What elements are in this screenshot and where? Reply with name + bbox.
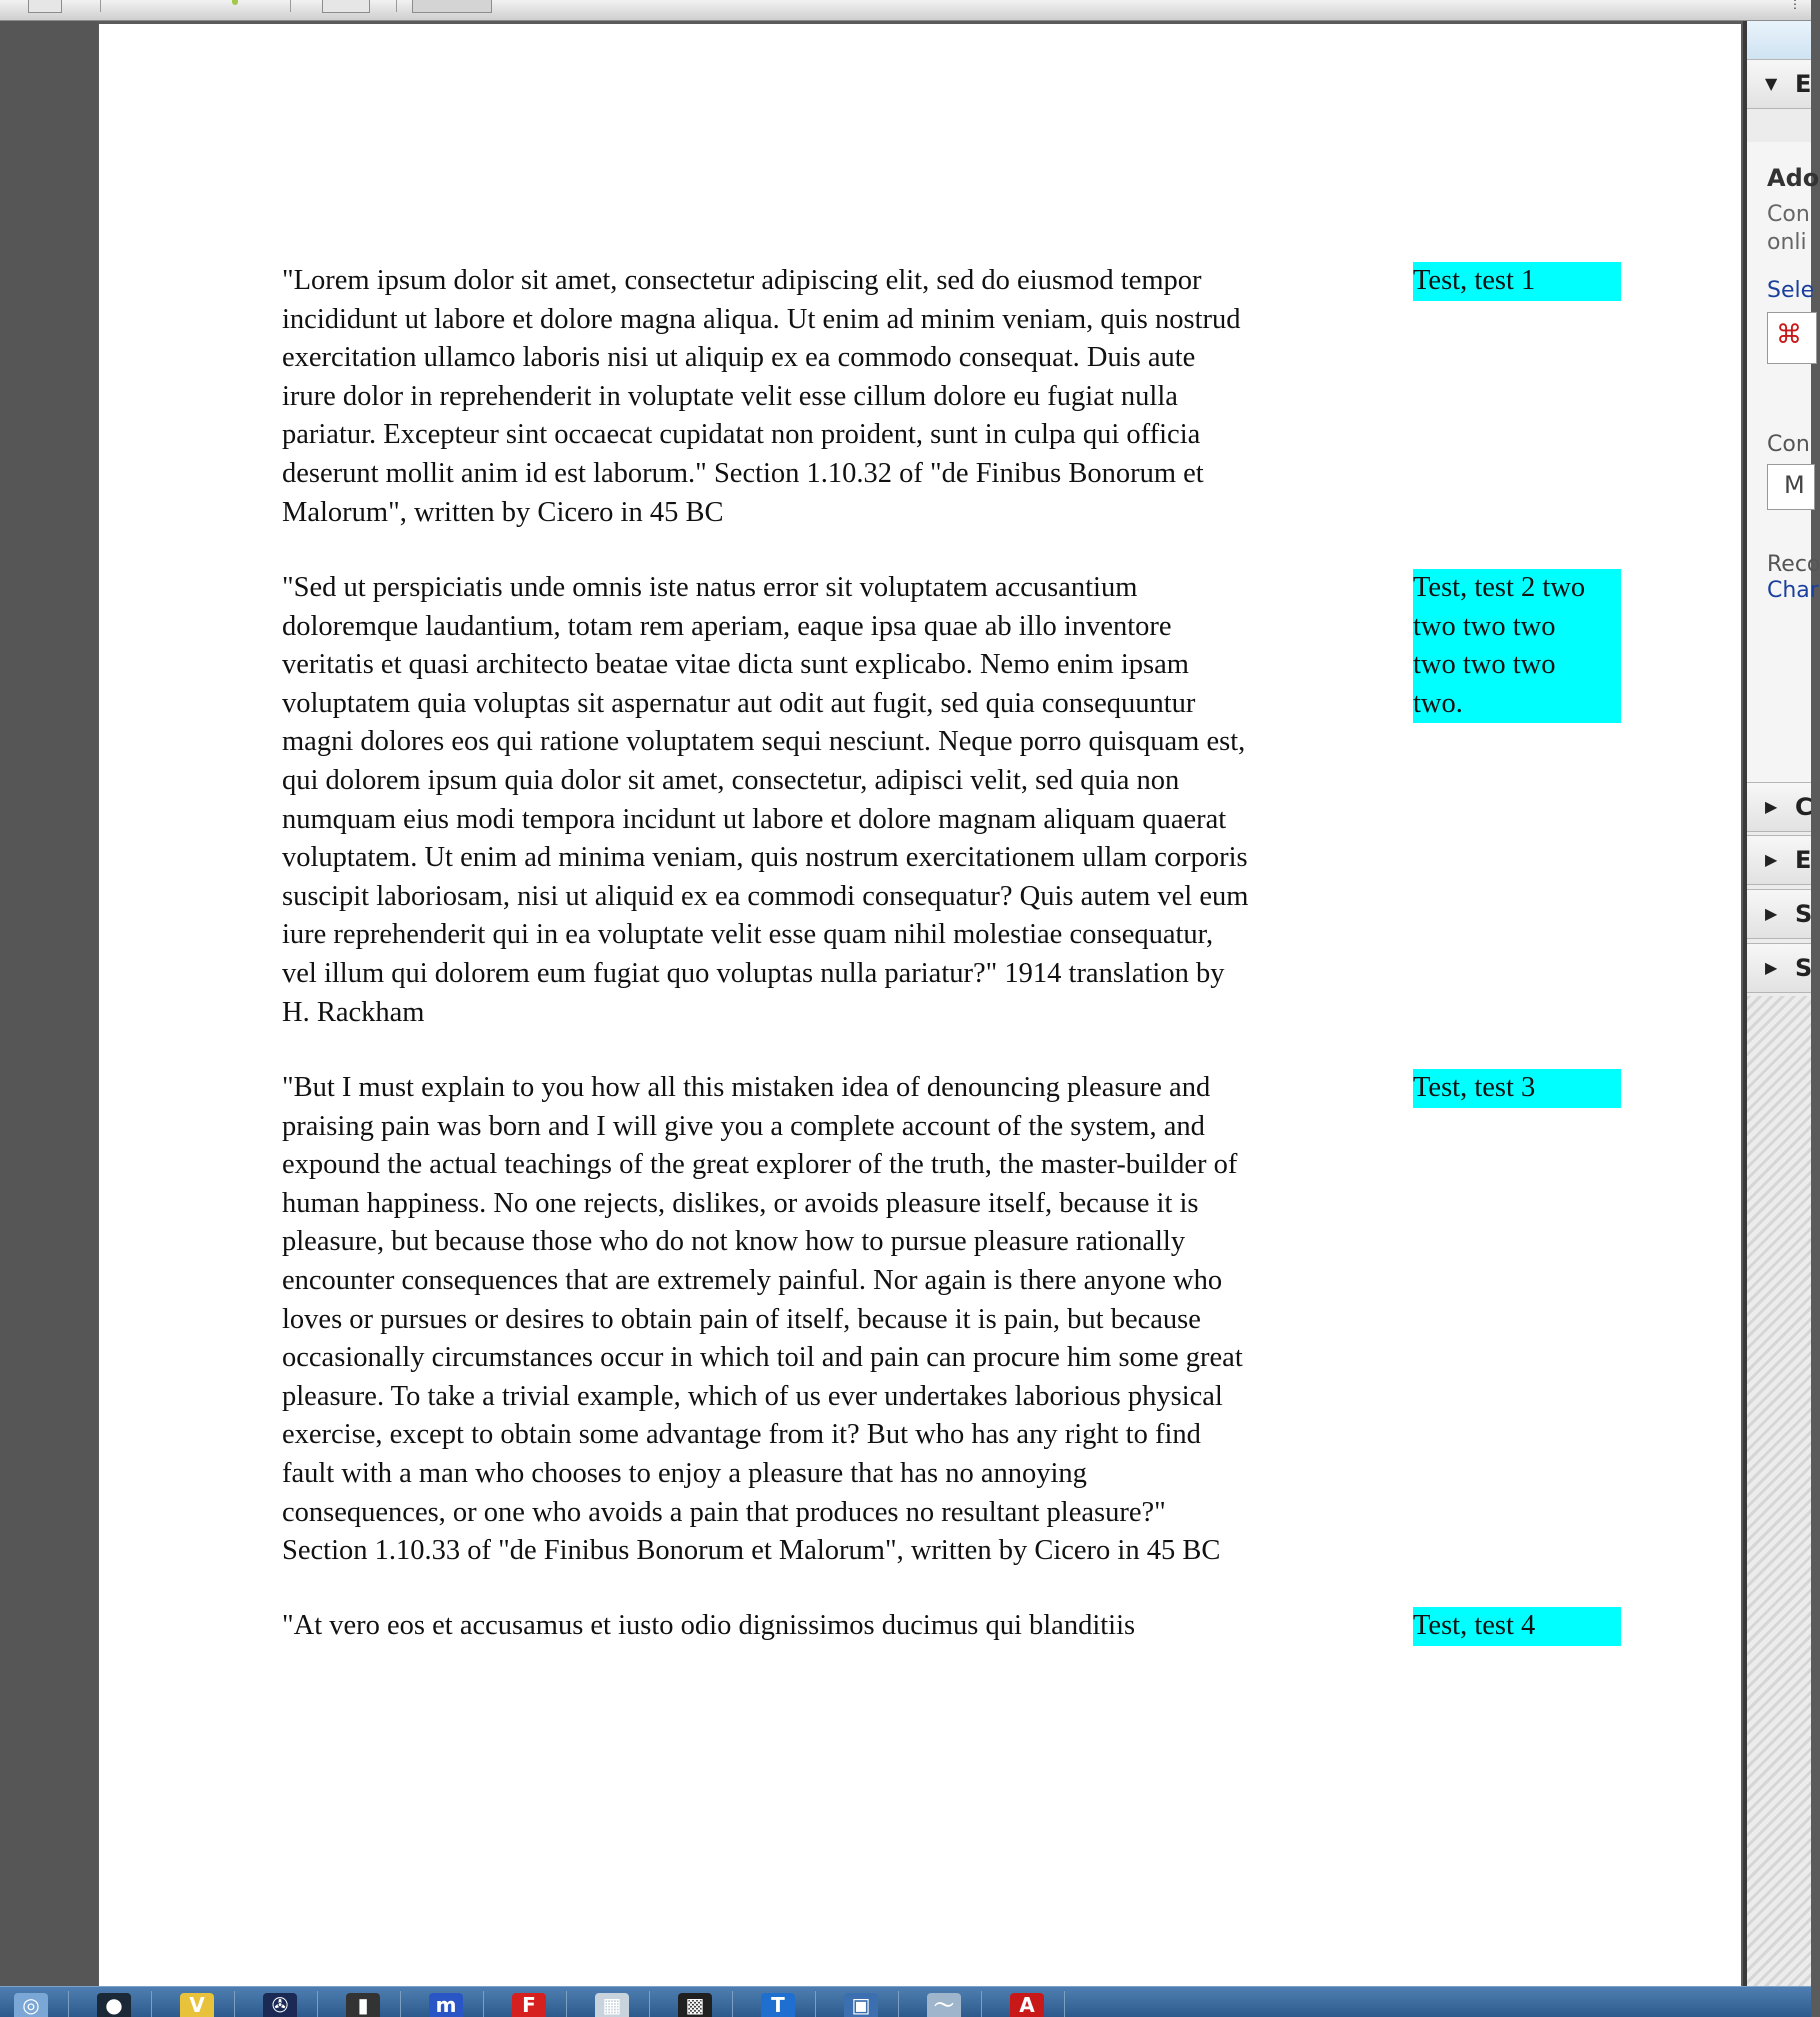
top-toolbar — [0, 0, 1811, 21]
paragraph-line: pleasure. To take a trivial example, which of us ever undertakes laborious physical — [282, 1380, 1223, 1412]
taskbar-divider — [649, 1991, 650, 2017]
expand-arrow-icon: ▶ — [1765, 850, 1778, 869]
comment-note-1[interactable] — [1413, 262, 1621, 301]
note-line: Test, test 2 two — [1413, 572, 1586, 603]
taskbar — [0, 1986, 1811, 2017]
paragraph-line: magni dolores eos qui ratione voluptatem sequi nesciunt. Neque porro quisquam est, — [282, 726, 1246, 758]
comment-note-4[interactable] — [1413, 1607, 1621, 1646]
taskbar-item[interactable] — [338, 1989, 388, 2017]
pane-description-line-1: Con — [1767, 202, 1810, 227]
film-reel-icon: ✇ — [263, 1993, 297, 2017]
more-options-icon[interactable]: ⋮ — [1789, 0, 1801, 11]
paragraph-line: "At vero eos et accusamus et iusto odio dignissimos ducimus qui blanditiis — [282, 1610, 1136, 1641]
taskbar-divider — [566, 1991, 567, 2017]
calculator-icon: ▦ — [595, 1993, 629, 2017]
note-line: Test, test 4 — [1413, 1610, 1536, 1641]
taskbar-item[interactable] — [421, 1989, 471, 2017]
paragraph-line: "Sed ut perspiciatis unde omnis iste natus error sit voluptatem accusantium — [282, 572, 1138, 603]
media-icon: m — [429, 1993, 463, 2017]
monitor-icon: ▣ — [844, 1993, 878, 2017]
toolbar-separator — [396, 0, 397, 12]
paragraph-3 — [282, 1069, 1382, 1571]
paragraph-line: deserunt mollit anim id est laborum." Section 1.10.32 of "de Finibus Bonorum et — [282, 457, 1204, 489]
paragraph-line: occasionally circumstances occur in which toil and pain can procure him some great — [282, 1342, 1243, 1374]
collapse-arrow-icon: ▼ — [1765, 74, 1778, 93]
video-icon: ▮ — [346, 1993, 380, 2017]
vim-icon: V — [180, 1993, 214, 2017]
taskbar-divider — [151, 1991, 152, 2017]
paragraph-line: H. Rackham — [282, 996, 425, 1028]
note-line: Test, test 1 — [1413, 265, 1536, 296]
paragraph-line: fault with a man who chooses to enjoy a pleasure that has no annoying — [282, 1457, 1087, 1489]
pane-section-3[interactable] — [1747, 889, 1811, 939]
taskbar-item[interactable] — [670, 1989, 720, 2017]
paragraph-line: irure dolor in reprehenderit in voluptate velit esse cillum dolore eu fugiat nulla — [282, 380, 1178, 412]
paragraph-line: exercise, except to obtain some advantage from it? But who has any right to find — [282, 1419, 1201, 1451]
paragraph-line: veritatis et quasi architecto beatae vitae dicta sunt explicabo. Nemo enim ipsam — [282, 649, 1189, 681]
taskbar-item[interactable] — [919, 1989, 969, 2017]
taskbar-item[interactable] — [587, 1989, 637, 2017]
comment-note-3[interactable] — [1413, 1069, 1621, 1108]
paragraph-line: suscipit laboriosam, nisi ut aliquid ex ea commodi consequatur? Quis autem vel eum — [282, 880, 1249, 912]
pane-section-2[interactable] — [1747, 835, 1811, 885]
pdf-file-icon[interactable] — [1767, 312, 1817, 364]
toolbar-button-3[interactable] — [412, 0, 492, 13]
paragraph-line: incididunt ut labore et dolore magna aliqua. Ut enim ad minim veniam, quis nostrud — [282, 303, 1241, 335]
paragraph-line: Section 1.10.33 of "de Finibus Bonorum et Malorum", written by Cicero in 45 BC — [282, 1535, 1221, 1567]
paragraph-line: qui dolorem ipsum quia dolor sit amet, consectetur, adipisci velit, sed quia non — [282, 764, 1180, 796]
note-line: two two two — [1413, 610, 1556, 642]
performance-icon: 〜 — [927, 1993, 961, 2017]
grid-icon: ▩ — [678, 1993, 712, 2017]
taskbar-divider — [400, 1991, 401, 2017]
taskbar-divider — [317, 1991, 318, 2017]
taskbar-item[interactable] — [89, 1989, 139, 2017]
convert-label: Con — [1767, 432, 1810, 457]
recognize-label: Reco — [1767, 552, 1820, 577]
paragraph-line: expound the actual teachings of the great explorer of the truth, the master-builder of — [282, 1149, 1238, 1181]
select-file-link[interactable]: Sele — [1767, 278, 1815, 303]
taskbar-divider — [815, 1991, 816, 2017]
taskbar-item[interactable] — [836, 1989, 886, 2017]
text-icon: T — [761, 1993, 795, 2017]
paragraph-line: doloremque laudantium, totam rem aperiam, eaque ipsa quae ab illo inventore — [282, 610, 1172, 642]
pane-section-4[interactable] — [1747, 943, 1811, 993]
toolbar-button-1[interactable] — [28, 0, 62, 13]
paragraph-line: vel illum qui dolorem eum fugiat quo voluptas nulla pariatur?" 1914 translation by — [282, 957, 1225, 989]
pane-title: Ado — [1767, 164, 1820, 192]
taskbar-item[interactable] — [255, 1989, 305, 2017]
taskbar-divider — [981, 1991, 982, 2017]
paragraph-line: encounter consequences that are extremely painful. Nor again is there anyone who — [282, 1264, 1223, 1296]
taskbar-item[interactable] — [6, 1989, 56, 2017]
paragraph-line: "But I must explain to you how all this mistaken idea of denouncing pleasure and — [282, 1072, 1211, 1103]
pane-section-export[interactable] — [1747, 59, 1811, 109]
taskbar-divider — [68, 1991, 69, 2017]
paragraph-4 — [282, 1607, 1382, 1646]
safari-icon: ◎ — [14, 1993, 48, 2017]
comment-note-2[interactable] — [1413, 569, 1621, 723]
pane-section-label: S — [1795, 954, 1813, 982]
paragraph-line: pleasure, but because those who do not know how to pursue pleasure rationally — [282, 1226, 1186, 1258]
pane-body — [1747, 142, 1820, 782]
tools-pane — [1743, 21, 1820, 1986]
pane-section-label: E — [1795, 70, 1812, 98]
pane-section-label: E — [1795, 846, 1812, 874]
taskbar-item[interactable] — [1002, 1989, 1052, 2017]
paragraph-line: exercitation ullamco laboris nisi ut aliquip ex ea commodo consequat. Duis aute — [282, 342, 1196, 374]
foxit-icon: F — [512, 1993, 546, 2017]
paragraph-line: Malorum", written by Cicero in 45 BC — [282, 496, 724, 528]
viewer-background — [0, 21, 98, 1986]
language-select[interactable]: M — [1767, 464, 1815, 510]
paragraph-line: voluptatem quia voluptas sit aspernatur aut odit aut fugit, sed quia consequuntur — [282, 687, 1196, 719]
acrobat-icon: A — [1010, 1993, 1044, 2017]
note-line: two. — [1413, 687, 1463, 719]
paragraph-line: voluptatem. Ut enim ad minima veniam, quis nostrum exercitationem ullam corporis — [282, 842, 1248, 874]
paragraph-line: "Lorem ipsum dolor sit amet, consectetur adipiscing elit, sed do eiusmod tempor — [282, 265, 1202, 296]
pane-header — [1747, 21, 1811, 60]
taskbar-divider — [898, 1991, 899, 2017]
paragraph-line: human happiness. No one rejects, dislikes, or avoids pleasure itself, because it is — [282, 1187, 1199, 1219]
toolbar-separator — [100, 0, 101, 12]
paragraph-line: numquam eius modi tempora incidunt ut labore et dolore magnam aliquam quaerat — [282, 803, 1227, 835]
note-line: Test, test 3 — [1413, 1072, 1536, 1103]
toolbar-status-icon — [232, 0, 238, 5]
paragraph-line: praising pain was born and I will give you a complete account of the system, and — [282, 1110, 1205, 1142]
taskbar-item[interactable] — [504, 1989, 554, 2017]
taskbar-divider — [234, 1991, 235, 2017]
note-line: two two two — [1413, 649, 1556, 681]
toolbar-button-2[interactable] — [322, 0, 370, 13]
expand-arrow-icon: ▶ — [1765, 958, 1778, 977]
acrobat-icon: ⌘ — [1776, 320, 1802, 350]
taskbar-divider — [732, 1991, 733, 2017]
paragraph-1 — [282, 262, 1382, 532]
expand-arrow-icon: ▶ — [1765, 797, 1778, 816]
toolbar-separator — [290, 0, 291, 12]
taskbar-item[interactable] — [753, 1989, 803, 2017]
taskbar-divider — [1064, 1991, 1065, 2017]
taskbar-divider — [483, 1991, 484, 2017]
paragraph-2 — [282, 569, 1382, 1032]
pane-section-1[interactable] — [1747, 782, 1811, 832]
taskbar-item[interactable] — [172, 1989, 222, 2017]
pane-description-line-2: onli — [1767, 230, 1807, 255]
paragraph-line: iure reprehenderit qui in ea voluptate velit esse quam nihil molestiae consequatur, — [282, 919, 1214, 951]
paragraph-line: loves or pursues or desires to obtain pain of itself, because it is pain, but because — [282, 1303, 1201, 1335]
document-page — [99, 24, 1741, 1986]
paragraph-line: pariatur. Excepteur sint occaecat cupidatat non proident, sunt in culpa qui officia — [282, 419, 1201, 451]
pane-section-label: C — [1795, 793, 1813, 821]
paragraph-line: consequences, or one who avoids a pain that produces no resultant pleasure?" — [282, 1496, 1166, 1528]
pane-section-label: S — [1795, 900, 1813, 928]
steam-icon: ● — [97, 1993, 131, 2017]
pane-empty-area — [1747, 996, 1811, 1986]
expand-arrow-icon: ▶ — [1765, 904, 1778, 923]
change-link[interactable]: Char — [1767, 578, 1819, 603]
